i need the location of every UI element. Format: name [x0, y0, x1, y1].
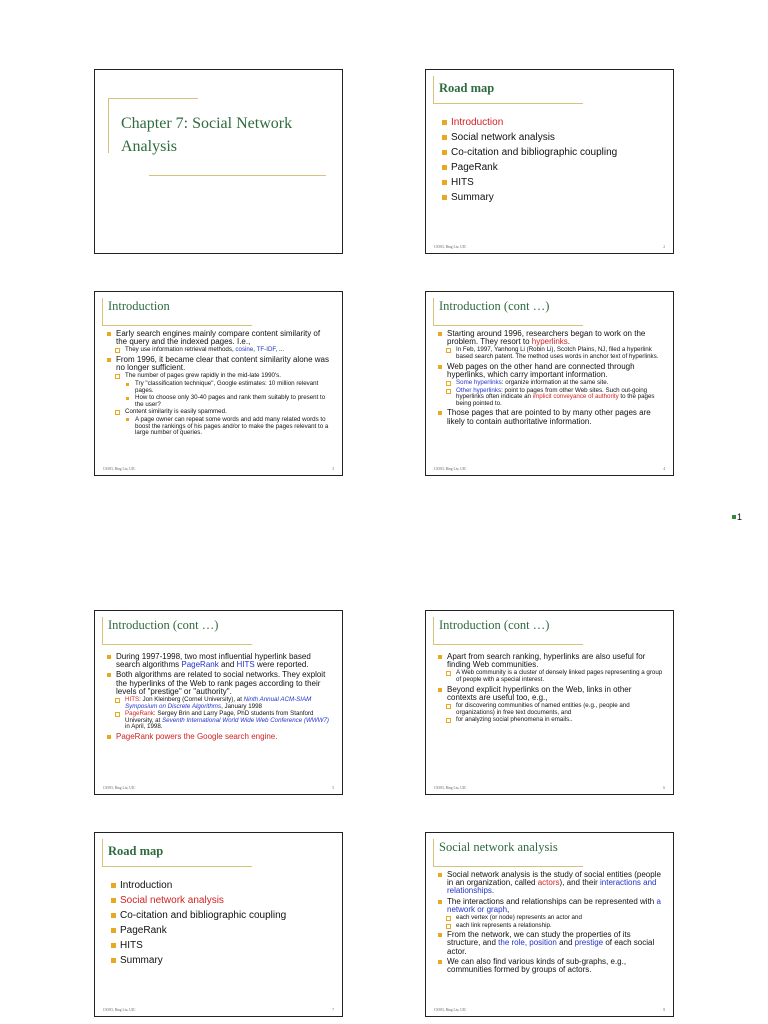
list-item: PageRank — [440, 160, 663, 175]
text: to the pages being pointed to. — [456, 393, 655, 407]
list-item: We can also find various kinds of sub-graphs, e.g., communities formed by groups of actors. — [436, 958, 663, 974]
list-item: PageRank — [109, 923, 332, 938]
text: : Sergey Brin and Larry Page, PhD students from Stanford University, at — [125, 710, 314, 724]
text: Ninth Annual ACM-SIAM Symposium on Discrete Algorithms — [125, 696, 312, 710]
decor-line — [433, 617, 434, 645]
list-item: each vertex (or node) represents an actor and — [436, 915, 663, 922]
decor-line — [433, 103, 583, 104]
list-item — [436, 330, 663, 346]
slide-title: Introduction (cont …) — [439, 299, 550, 313]
list-item: Introduction — [109, 878, 332, 893]
list-item: for analyzing social phenomena in emails.. — [436, 717, 663, 724]
text: , January 1998 — [221, 702, 262, 710]
list-item: Summary — [109, 953, 332, 968]
list-item: From 1996, it became clear that content similarity alone was no longer sufficient. — [105, 356, 332, 372]
slide-1 — [94, 69, 343, 254]
slide-body — [105, 651, 332, 741]
list-item: Early search engines mainly compare content similarity of the query and the indexed pages. I.e., — [105, 330, 332, 346]
slide-2 — [425, 69, 674, 254]
list-item: Beyond explicit hyperlinks on the Web, links in other contexts are useful too, e.g., — [436, 686, 663, 702]
text: cosine — [235, 346, 254, 354]
text: , — [253, 346, 257, 354]
list-item: Social network analysis — [440, 130, 663, 145]
slide-body — [440, 115, 663, 205]
page-number: 3 — [332, 467, 334, 471]
text: Starting around 1996, researchers began to work on the problem. They resort to — [447, 329, 646, 347]
slide-title: Social network analysis — [439, 840, 558, 854]
text: in April, 1998. — [125, 723, 163, 731]
text: were reported. — [254, 660, 309, 670]
decor-line — [433, 644, 583, 645]
slide-body — [109, 878, 332, 968]
slide-footer: CS583, Bing Liu, UIC — [434, 467, 467, 471]
slide-footer: CS583, Bing Liu, UIC — [434, 1008, 467, 1012]
square-icon — [732, 515, 736, 519]
list-item: A Web community is a cluster of densely linked pages representing a group of people with a special interest. — [436, 670, 663, 683]
text: Social network analysis is the study of social entities (people in an organization, called — [447, 870, 661, 888]
text: PageRank — [181, 660, 219, 670]
slide-title: Road map — [439, 81, 495, 95]
text: They use information retrieval methods, — [125, 346, 236, 354]
text: and — [556, 938, 575, 948]
list-item: Social network analysis — [109, 893, 332, 908]
list-item — [436, 898, 663, 914]
text: From the network, we can study the properties of its structure, and — [447, 930, 631, 948]
slide-footer: CS583, Bing Liu, UIC — [434, 786, 467, 790]
decor-line — [102, 298, 103, 326]
slide-title: Chapter 7: Social Network Analysis — [121, 115, 293, 155]
slide-body — [436, 651, 663, 724]
text: Seventh International World Wide Web Conference (WWW7) — [162, 716, 329, 724]
list-item — [436, 931, 663, 956]
text: ), and their — [559, 878, 600, 888]
page-number: 5 — [332, 786, 334, 790]
text: During 1997-1998, two most influential hyperlink based search algorithms — [116, 652, 311, 670]
list-item: The number of pages grew rapidly in the mid-late 1990's. — [105, 373, 332, 380]
slide-footer: CS583, Bing Liu, UIC — [103, 467, 136, 471]
decor-line — [433, 298, 434, 326]
slide-body — [105, 328, 332, 437]
slide-footer: CS583, Bing Liu, UIC — [434, 245, 467, 249]
list-item — [105, 711, 332, 731]
list-item: In Feb, 1997, Yanhong Li (Robin Li), Scotch Plains, NJ, filed a hyperlink based search patent. The method uses words in anchor text of hyperlinks. — [436, 347, 663, 360]
slide-3 — [94, 291, 343, 476]
list-item: Content similarity is easily spammed. — [105, 409, 332, 416]
text: HITS — [236, 660, 255, 670]
list-item: Those pages that are pointed to by many other pages are likely to contain authoritative information. — [436, 409, 663, 425]
text: Some hyperlinks — [456, 379, 502, 386]
slide-4 — [425, 291, 674, 476]
text: : organize information at the same site. — [501, 379, 609, 386]
list-item: HITS — [109, 938, 332, 953]
text: , ... — [275, 346, 285, 354]
text: the role, position — [498, 938, 557, 948]
text: implicit conveyance of authority — [532, 393, 619, 401]
decor-line — [102, 617, 103, 645]
decor-line — [102, 644, 252, 645]
text: . — [567, 337, 571, 347]
decor-line — [433, 839, 434, 867]
text: : Jon Kleinberg (Cornel University), at — [139, 696, 244, 704]
list-item: Apart from search ranking, hyperlinks are also useful for finding Web communities. — [436, 653, 663, 669]
list-item: Both algorithms are related to social networks. They exploit the hyperlinks of the Web to rank pages according to their levels of "prestige" or "authority". — [105, 671, 332, 696]
text: . — [491, 886, 495, 896]
list-item: Introduction — [440, 115, 663, 130]
slide-title: Road map — [108, 844, 164, 858]
text: , — [507, 904, 510, 914]
slide-5 — [94, 610, 343, 795]
list-item — [436, 380, 663, 387]
decor-line — [108, 98, 109, 153]
slide-title: Introduction (cont …) — [439, 618, 550, 632]
list-item: How to choose only 30-40 pages and rank them suitably to present to the user? — [105, 395, 332, 408]
list-item: HITS — [440, 175, 663, 190]
decor-line — [433, 866, 583, 867]
list-item: Summary — [440, 190, 663, 205]
list-item: Co-citation and bibliographic coupling — [109, 908, 332, 923]
text: HITS — [125, 696, 140, 704]
slide-footer: CS583, Bing Liu, UIC — [103, 1008, 136, 1012]
slide-title: Introduction (cont …) — [108, 618, 219, 632]
text: interactions and relationships — [447, 878, 657, 896]
text: hyperlinks — [531, 337, 568, 347]
list-item: A page owner can repeat some words and add many related words to boost the rankings of his pages and/or to make the pages relevant to a large number of queries. — [105, 417, 332, 437]
list-item — [436, 871, 663, 896]
text: and — [218, 660, 237, 670]
slide-body — [436, 328, 663, 426]
list-item: each link represents a relationship. — [436, 923, 663, 930]
list-item — [105, 697, 332, 710]
slide-7 — [94, 832, 343, 1017]
text: of each social actor. — [447, 938, 655, 956]
slide-title: Introduction — [108, 299, 170, 313]
decor-line — [102, 839, 103, 867]
slide-footer: CS583, Bing Liu, UIC — [103, 786, 136, 790]
list-item — [105, 347, 332, 354]
list-item: Web pages on the other hand are connected through hyperlinks, which carry important information. — [436, 363, 663, 379]
list-item: PageRank powers the Google search engine. — [105, 733, 332, 741]
text: The interactions and relationships can be represented with — [447, 896, 657, 906]
list-item: Try "classification technique", Google estimates: 10 million relevant pages. — [105, 381, 332, 394]
text: PageRank — [125, 710, 154, 718]
slide-body — [436, 869, 663, 974]
text: : point to pages from other Web sites. Such out-going hyperlinks often indicate an — [456, 386, 648, 401]
decor-line — [102, 325, 252, 326]
page-marker — [732, 512, 742, 522]
text: a network or graph — [447, 896, 661, 914]
decor-line — [433, 76, 434, 104]
text: Other hyperlinks — [456, 386, 502, 394]
page-number: 7 — [332, 1008, 334, 1012]
list-item: Co-citation and bibliographic coupling — [440, 145, 663, 160]
page-number: 2 — [663, 245, 665, 249]
page-marker-number: 1 — [737, 512, 743, 522]
decor-line — [102, 866, 252, 867]
page-number: 8 — [663, 1008, 665, 1012]
list-item: for discovering communities of named entities (e.g., people and organizations) in free text documents, and — [436, 703, 663, 716]
page-number: 4 — [663, 467, 665, 471]
decor-line — [108, 98, 198, 99]
slide-8 — [425, 832, 674, 1017]
text: prestige — [574, 938, 604, 948]
text: actors — [537, 878, 560, 888]
slide-6 — [425, 610, 674, 795]
text: TF-IDF — [256, 346, 276, 354]
title-underline — [149, 175, 326, 176]
list-item — [105, 653, 332, 669]
page-number: 6 — [663, 786, 665, 790]
decor-line — [433, 325, 583, 326]
list-item — [436, 388, 663, 408]
